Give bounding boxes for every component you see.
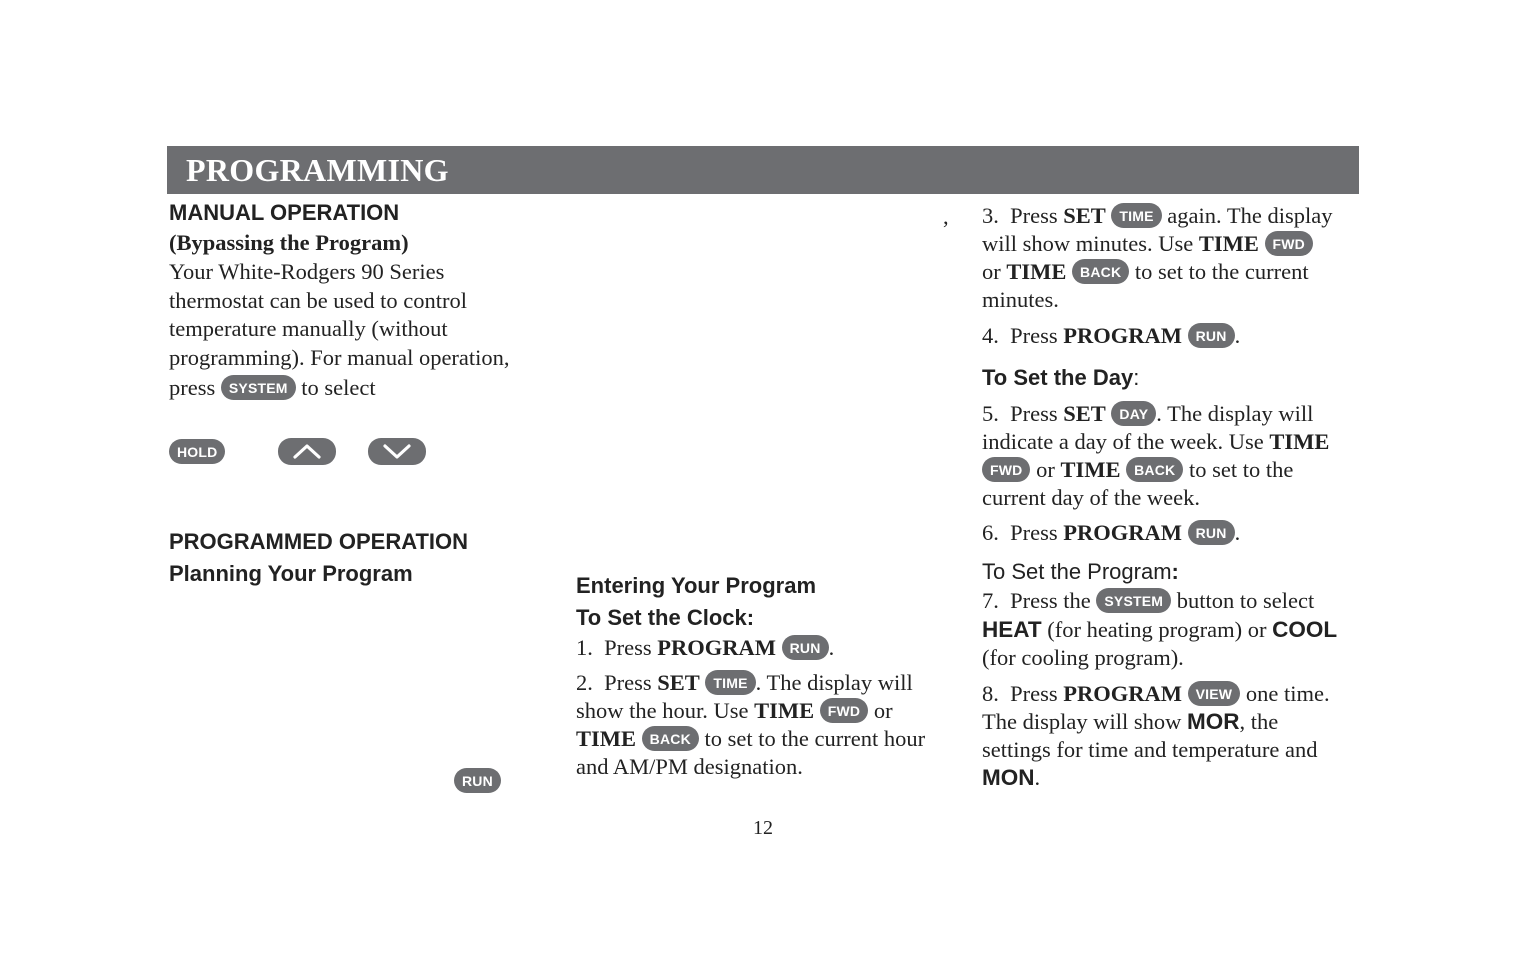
- key-name: TIME: [576, 726, 637, 751]
- step-6: [982, 519, 1240, 547]
- system-button-icon: SYSTEM: [1096, 588, 1171, 613]
- step-text: Press: [604, 635, 652, 660]
- step-text: Press: [1010, 203, 1058, 228]
- step-3-line: [982, 230, 1313, 258]
- section-banner: [167, 146, 1359, 194]
- step-text: Press: [1010, 520, 1058, 545]
- back-button-icon: BACK: [1072, 259, 1129, 284]
- step-text: . The display will: [755, 670, 913, 695]
- fwd-button-icon: FWD: [1265, 231, 1313, 256]
- step-number: 3.: [982, 203, 999, 228]
- step-text: .: [1234, 323, 1241, 348]
- manual-text-line: Your White-Rodgers 90 Series: [169, 259, 445, 284]
- run-button-icon: RUN: [454, 768, 501, 793]
- manual-text-line: [169, 374, 376, 402]
- hold-button-icon: HOLD: [169, 439, 225, 464]
- up-arrow-icon: [278, 438, 336, 465]
- entering-program-heading: Entering Your Program: [576, 573, 817, 598]
- key-name: PROGRAM: [657, 635, 776, 660]
- key-name: PROGRAM: [1063, 520, 1182, 545]
- manual-text-line: temperature manually (without: [169, 316, 448, 341]
- step-text: .: [1034, 765, 1041, 790]
- step-2: [576, 669, 913, 697]
- step-text: Press: [604, 670, 652, 695]
- set-day-heading: [982, 365, 1139, 391]
- key-name: PROGRAM: [1063, 681, 1182, 706]
- key-name: SET: [1063, 203, 1106, 228]
- step-2-line: [576, 725, 925, 753]
- step-number: 7.: [982, 588, 999, 613]
- key-name: TIME: [1006, 259, 1067, 284]
- programmed-operation-heading: PROGRAMMED OPERATION: [169, 529, 469, 554]
- step-text: button to select: [1176, 588, 1315, 613]
- step-text: or: [982, 259, 1001, 284]
- run-button-icon: RUN: [1188, 520, 1235, 545]
- planning-program-heading: Planning Your Program: [169, 561, 413, 586]
- down-arrow-icon: [368, 438, 426, 465]
- mor-display-label: MOR: [1186, 709, 1240, 734]
- step-text: .: [828, 635, 835, 660]
- cool-mode-label: COOL: [1272, 617, 1338, 642]
- step-5: [982, 400, 1313, 428]
- system-button-icon: SYSTEM: [221, 375, 296, 400]
- key-name: TIME: [754, 698, 815, 723]
- heading-text: To Set the Day: [982, 365, 1134, 390]
- step-8-line: settings for time and temperature and: [982, 737, 1318, 762]
- run-button-icon: RUN: [1188, 323, 1235, 348]
- key-name: PROGRAM: [1063, 323, 1182, 348]
- step-text: (for heating program) or: [1047, 617, 1267, 642]
- step-text: to set to the current hour: [704, 726, 926, 751]
- manual-operation-heading: MANUAL OPERATION: [169, 200, 400, 225]
- page-title: PROGRAMMING: [186, 152, 449, 188]
- step-7-line: [982, 616, 1337, 644]
- heading-colon: :: [1171, 559, 1179, 584]
- time-button-icon: TIME: [1111, 203, 1161, 228]
- step-2-line: and AM/PM designation.: [576, 754, 803, 779]
- step-2-line: [576, 697, 893, 725]
- step-text: or: [1036, 457, 1055, 482]
- back-button-icon: BACK: [642, 726, 699, 751]
- fwd-button-icon: FWD: [982, 457, 1030, 482]
- step-number: 5.: [982, 401, 999, 426]
- step-text: to set to the: [1189, 457, 1294, 482]
- step-text: Press: [1010, 323, 1058, 348]
- step-text: indicate a day of the week. Use: [982, 429, 1264, 454]
- step-3: [982, 202, 1332, 230]
- heat-mode-label: HEAT: [982, 617, 1042, 642]
- step-text: . The display will: [1156, 401, 1314, 426]
- manual-text-line: programming). For manual operation,: [169, 345, 510, 370]
- step-text: to set to the current: [1134, 259, 1309, 284]
- mon-display-label: MON: [982, 765, 1035, 790]
- press-word: press: [169, 375, 216, 400]
- set-clock-heading: To Set the Clock:: [576, 605, 755, 630]
- step-text: again. The display: [1167, 203, 1333, 228]
- step-5-line: current day of the week.: [982, 485, 1201, 510]
- manual-text-line: thermostat can be used to control: [169, 288, 468, 313]
- step-number: 2.: [576, 670, 593, 695]
- step-7-line: (for cooling program).: [982, 645, 1184, 670]
- step-number: 8.: [982, 681, 999, 706]
- step-number: 4.: [982, 323, 999, 348]
- stray-comma: ,: [943, 204, 949, 229]
- run-button-icon: RUN: [782, 635, 829, 660]
- day-button-icon: DAY: [1111, 401, 1156, 426]
- key-name: TIME: [1269, 429, 1330, 454]
- step-text: Press the: [1010, 588, 1091, 613]
- step-text: Press: [1010, 681, 1058, 706]
- page-number: 12: [753, 817, 773, 839]
- step-number: 6.: [982, 520, 999, 545]
- step-8-line: [982, 764, 1040, 792]
- fwd-button-icon: FWD: [820, 698, 868, 723]
- step-5-line: [982, 456, 1293, 484]
- step-3-line: minutes.: [982, 287, 1059, 312]
- time-button-icon: TIME: [705, 670, 755, 695]
- step-text: one time.: [1245, 681, 1330, 706]
- manual-operation-subheading: (Bypassing the Program): [169, 230, 409, 255]
- key-name: SET: [657, 670, 700, 695]
- step-5-line: [982, 428, 1329, 456]
- step-8: [982, 680, 1330, 708]
- step-text: show the hour. Use: [576, 698, 749, 723]
- step-7: [982, 587, 1314, 615]
- heading-text: To Set the Program: [982, 559, 1172, 584]
- step-1: [576, 634, 834, 662]
- step-text: .: [1234, 520, 1241, 545]
- key-name: TIME: [1198, 231, 1259, 256]
- step-8-line: [982, 708, 1278, 736]
- step-number: 1.: [576, 635, 593, 660]
- to-select-text: to select: [301, 375, 376, 400]
- step-text: or: [873, 698, 893, 723]
- back-button-icon: BACK: [1126, 457, 1183, 482]
- step-text: Press: [1010, 401, 1058, 426]
- view-button-icon: VIEW: [1188, 681, 1241, 706]
- key-name: SET: [1063, 401, 1106, 426]
- heading-colon: :: [1133, 365, 1140, 390]
- key-name: TIME: [1060, 457, 1121, 482]
- step-text: will show minutes. Use: [982, 231, 1194, 256]
- step-text: The display will show: [982, 709, 1182, 734]
- step-3-line: [982, 258, 1309, 286]
- set-program-heading: [982, 559, 1179, 585]
- step-text: , the: [1239, 709, 1279, 734]
- step-4: [982, 322, 1240, 350]
